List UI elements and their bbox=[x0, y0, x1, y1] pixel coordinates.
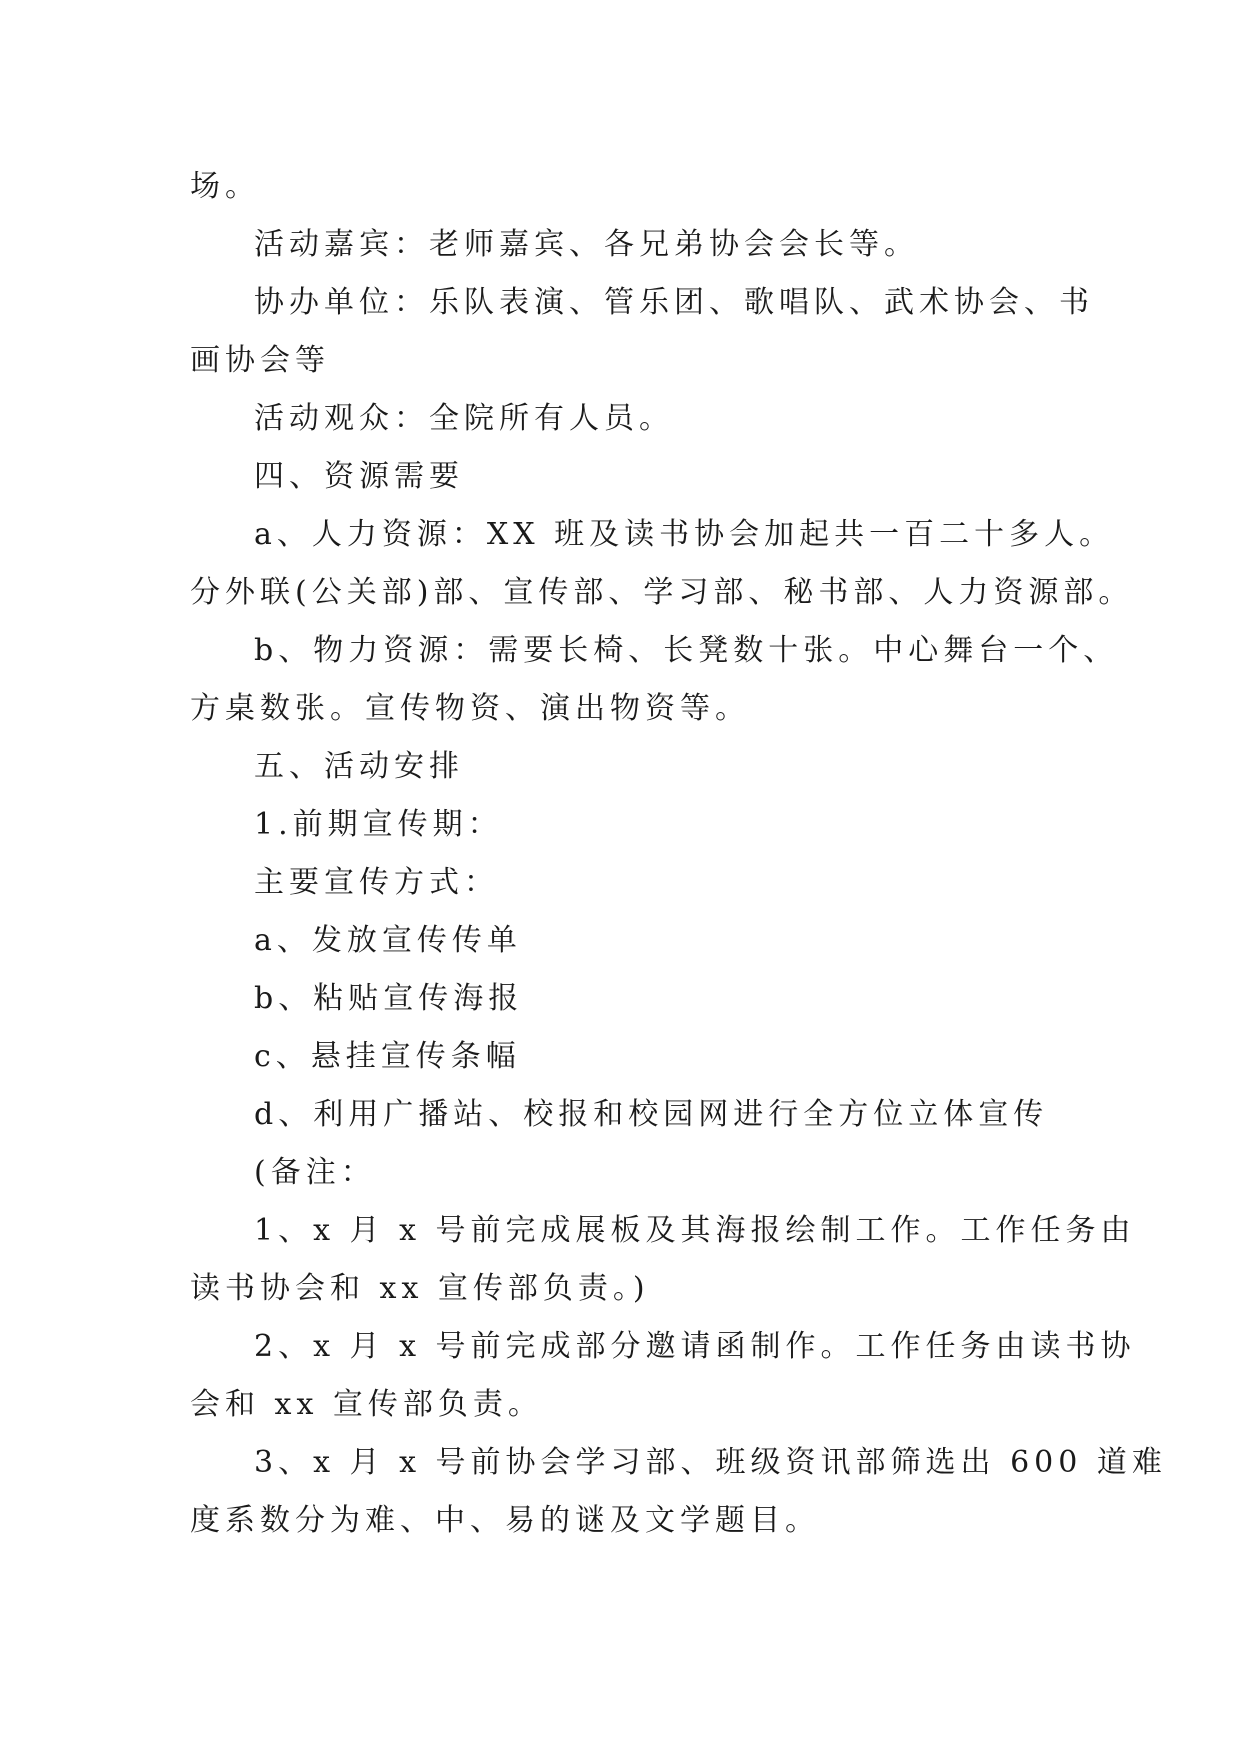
section-heading: 五、活动安排 bbox=[254, 749, 464, 784]
text-line: 1.前期宣传期： bbox=[254, 807, 503, 842]
list-item: c、悬挂宣传条幅 bbox=[254, 1039, 521, 1074]
text-line: 协办单位：乐队表演、管乐团、歌唱队、武术协会、书 bbox=[254, 285, 1094, 320]
text-line: a、人力资源：XX 班及读书协会加起共一百二十多人。 bbox=[254, 517, 1115, 552]
list-item: 1、x 月 x 号前完成展板及其海报绘制工作。工作任务由 bbox=[254, 1213, 1136, 1248]
text-line: 场。 bbox=[190, 169, 260, 204]
text-line: 主要宣传方式： bbox=[254, 865, 499, 900]
text-line: b、物力资源：需要长椅、长凳数十张。中心舞台一个、 bbox=[254, 633, 1119, 668]
text-line: 读书协会和 xx 宣传部负责。) bbox=[190, 1271, 650, 1306]
list-item: 2、x 月 x 号前完成部分邀请函制作。工作任务由读书协 bbox=[254, 1329, 1136, 1364]
list-item: 3、x 月 x 号前协会学习部、班级资讯部筛选出 600 道难 bbox=[254, 1445, 1167, 1480]
text-line: 画协会等 bbox=[190, 343, 330, 378]
text-line: 活动观众：全院所有人员。 bbox=[254, 401, 674, 436]
section-heading: 四、资源需要 bbox=[254, 459, 464, 494]
list-item: b、粘贴宣传海报 bbox=[254, 981, 524, 1016]
text-line: 活动嘉宾：老师嘉宾、各兄弟协会会长等。 bbox=[254, 227, 919, 262]
list-item: d、利用广播站、校报和校园网进行全方位立体宣传 bbox=[254, 1097, 1049, 1132]
text-line: 度系数分为难、中、易的谜及文学题目。 bbox=[190, 1503, 820, 1538]
text-line: 会和 xx 宣传部负责。 bbox=[190, 1387, 543, 1422]
text-line: (备注： bbox=[254, 1155, 376, 1190]
text-line: 分外联(公关部)部、宣传部、学习部、秘书部、人力资源部。 bbox=[190, 575, 1134, 610]
list-item: a、发放宣传传单 bbox=[254, 923, 522, 958]
document-body bbox=[190, 158, 1167, 1550]
text-line: 方桌数张。宣传物资、演出物资等。 bbox=[190, 691, 750, 726]
